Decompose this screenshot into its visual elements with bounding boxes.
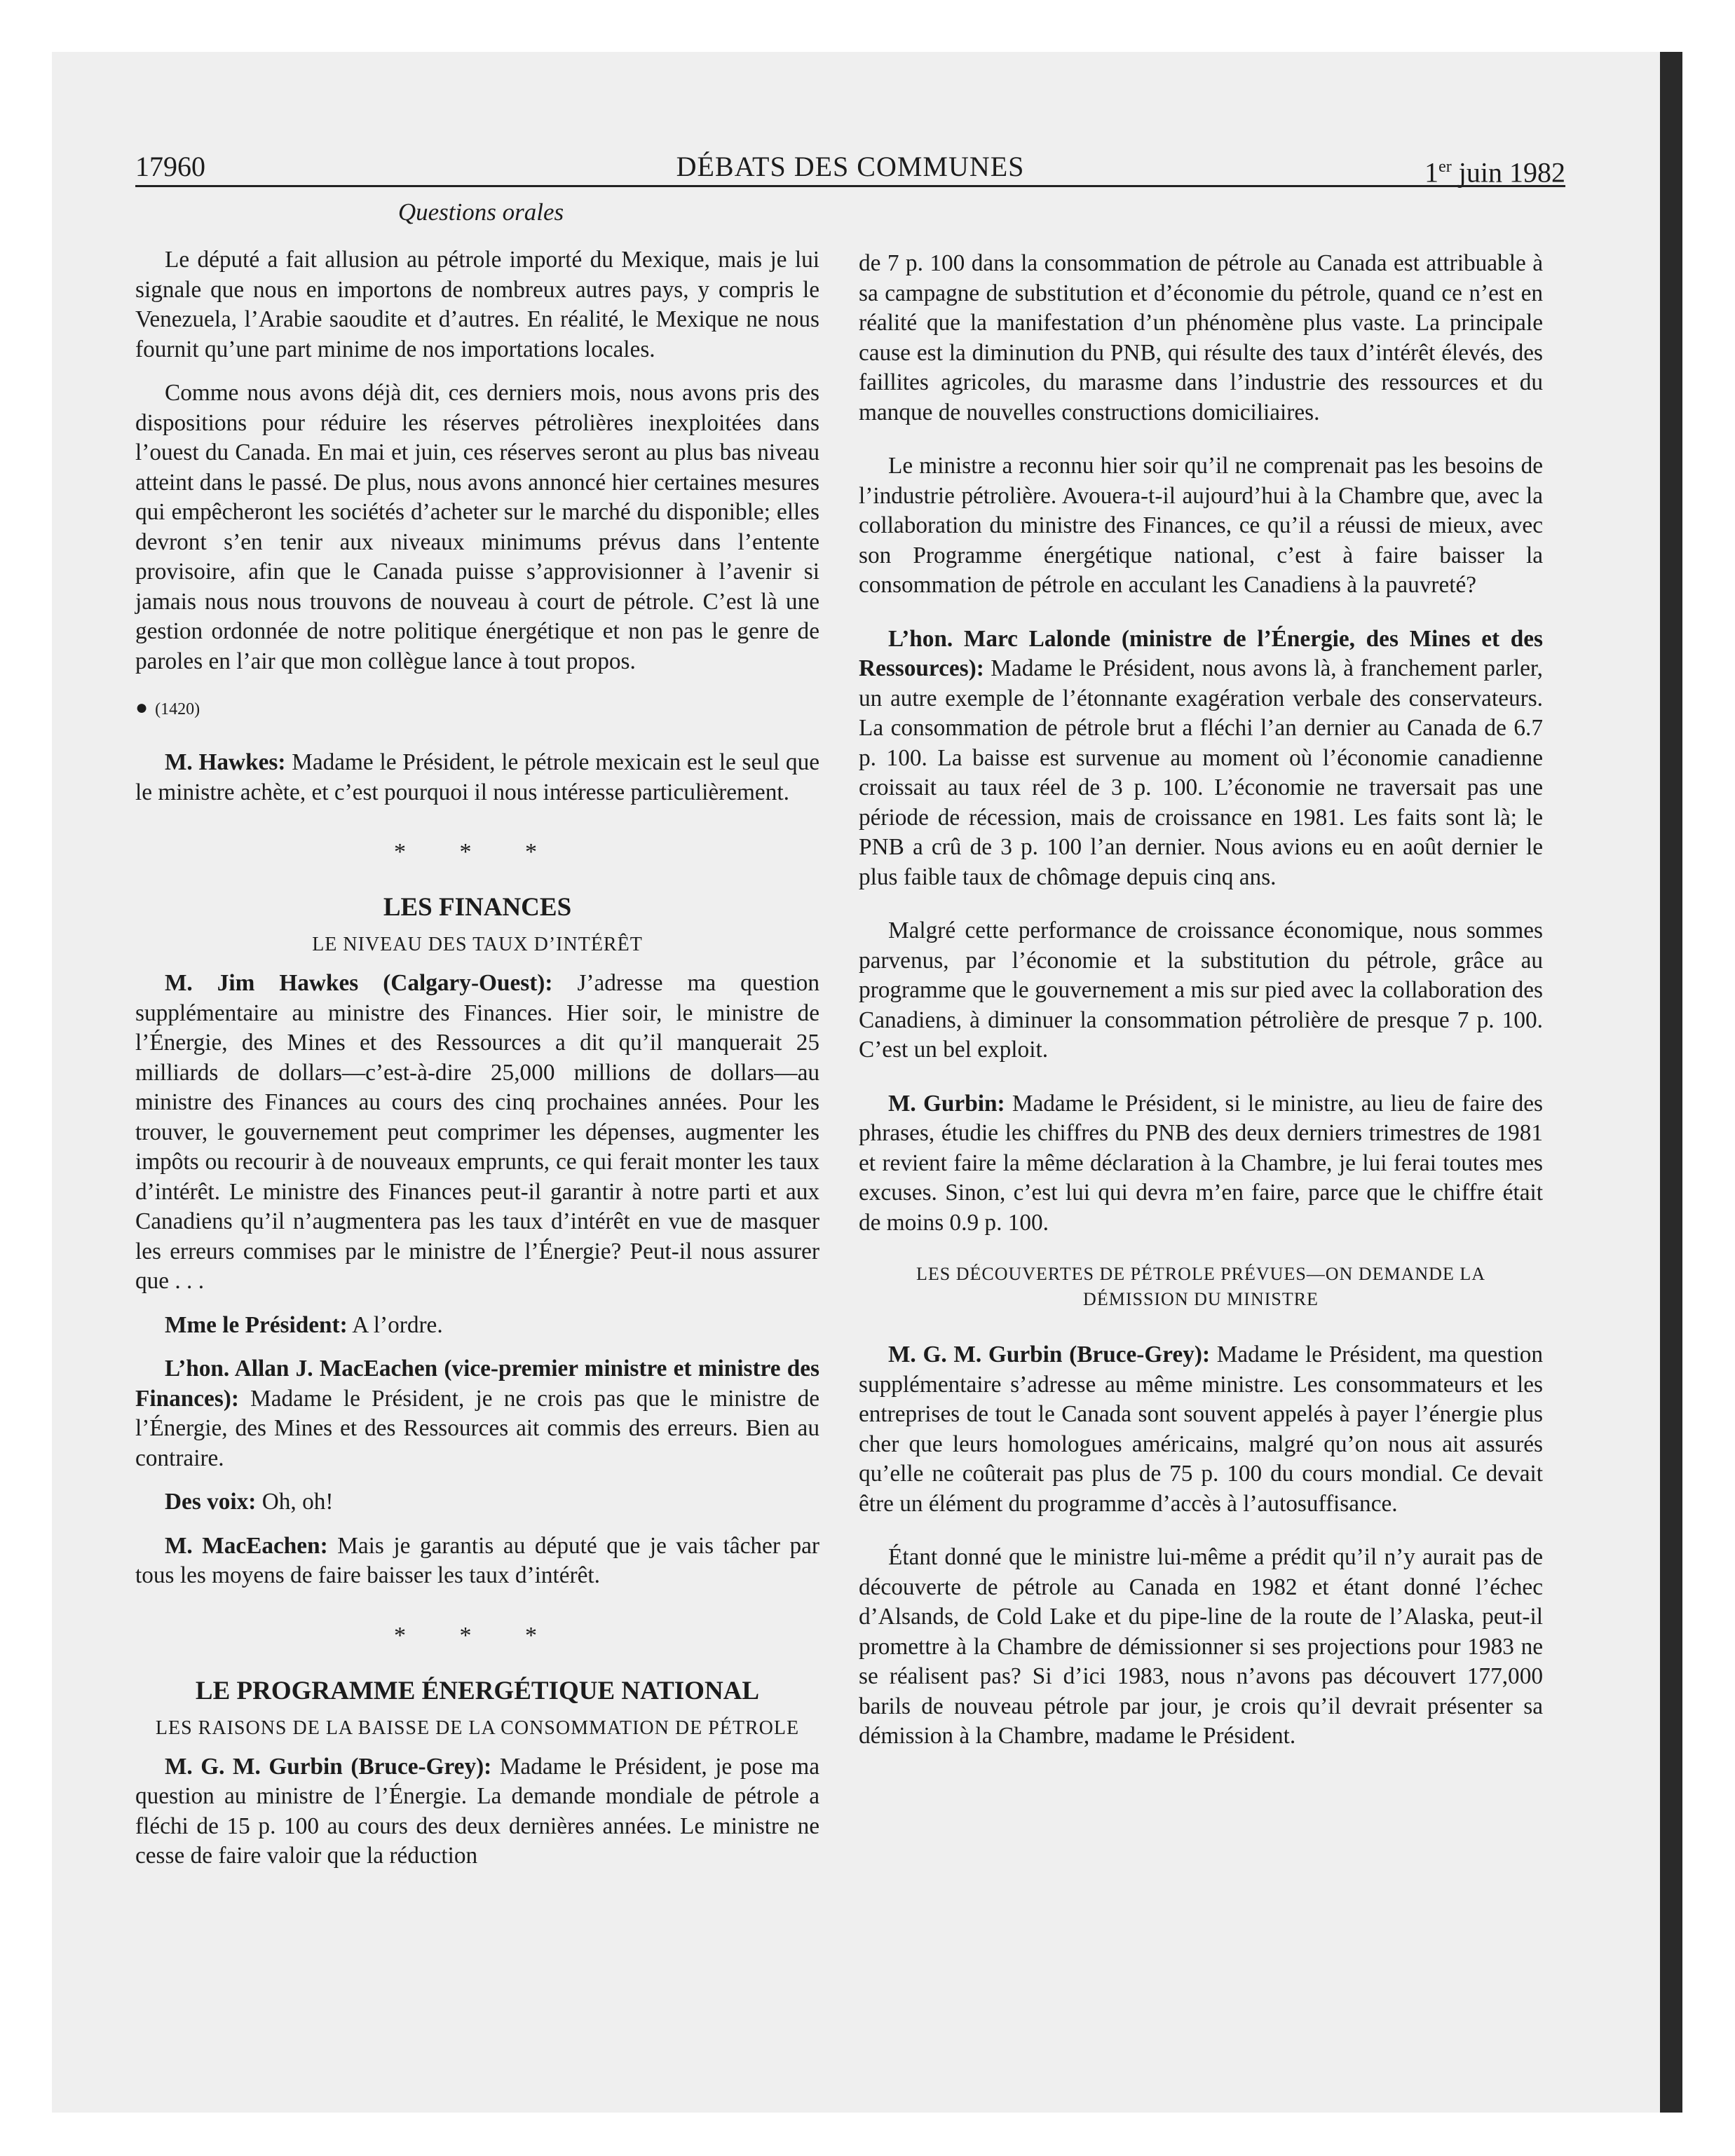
right-column — [859, 249, 1543, 1766]
paragraph: de 7 p. 100 dans la consommation de pétrole au Canada est attribuable à sa campagne de substitution et d’économie du pétrole, quand ce n’est en réalité que la manifestation d’un phénomène plus vaste. La principale cause est la diminution du PNB, qui résulte des taux d’intérêt élevés, des faillites agricoles, du marasme dans l’industrie des ressources et du manque de nouvelles constructions domiciliaires. — [859, 250, 1543, 425]
paragraph: Malgré cette performance de croissance économique, nous sommes parvenus, par l’économie et la substitution du pétrole, grâce au programme que le gouvernement a mis sur pied avec la collaboration des Canadiens, à diminuer la consommation pétrolière de presque 7 p. 100. C’est un bel exploit. — [859, 917, 1543, 1063]
paragraph: Mme le Président: A l’ordre. — [165, 1311, 443, 1338]
paragraph: Comme nous avons déjà dit, ces derniers mois, nous avons pris des dispositions pour réduire les réserves pétrolières inexploitées dans l’ouest du Canada. En mai et juin, ces réserves seront au plus bas niveau atteint dans le passé. De plus, nous avons annoncé hier certaines mesures qui empêcheront les sociétés d’acheter sur le marché du disponible; elles devront s’en tenir aux niveaux minimums prévus dans l’entente provisoire, afin que le Canada puisse s’approvisionner à l’avenir si jamais nous nous trouvons de nouveau à court de pétrole. C’est là une gestion ordonnée de notre politique énergétique et non pas le genre de paroles en l’air que mon collègue lance à tout propos. — [135, 380, 819, 674]
paragraph: Des voix: Oh, oh! — [165, 1489, 334, 1515]
running-header — [135, 149, 1565, 189]
paragraph: L’hon. Marc Lalonde (ministre de l’Énergie, des Mines et des Ressources): Madame le Président, nous avons là, à franchement parler, un autre exemple de l’étonnante exagération verbale des conservateurs. La consommation de pétrole brut a fléchi l’an dernier au Canada de 6.7 p. 100. La baisse est survenue au moment où l’économie canadienne croissait au taux réel de 3 p. 100. L’économie ne traversait pas une période de récession, mais de croissance en 1981. Les faits sont là; le PNB a crû de 3 p. 100 l’an dernier. Nous avions eu en août dernier le plus faible taux de chômage depuis cinq ans. — [859, 625, 1543, 890]
paragraph: L’hon. Allan J. MacEachen (vice-premier ministre et ministre des Finances): Madame le Président, je ne crois pas que le ministre de l’Énergie, des Mines et des Ressources ait commis des erreurs. Bien au contraire. — [135, 1356, 819, 1471]
section-separator: * * * — [394, 1622, 561, 1649]
publication-title: DÉBATS DES COMMUNES — [676, 151, 1025, 182]
issue-date: 1er juin 1982 — [1424, 156, 1565, 189]
paragraph: M. Jim Hawkes (Calgary-Ouest): J’adresse ma question supplémentaire au ministre des Finances. Hier soir, le ministre de l’Énergie, des Mines et des Ressources a dit qu’il manquerait 25 milliards de dollars—c’est-à-dire 25,000 millions de dollars—au ministre des Finances au cours des cinq prochaines années. Pour les trouver, le gouvernement peut comprimer les dépenses, augmenter les impôts ou recourir à de nouveaux emprunts, ce qui ferait monter les taux d’intérêt. Le ministre des Finances peut-il garantir à notre parti et aux Canadiens qu’il n’augmentera pas les taux d’intérêt en vue de masquer les erreurs commises par le ministre de l’Énergie? Peut-il nous assurer que . . . — [135, 970, 819, 1294]
bullet-icon: ● — [135, 696, 149, 719]
timestamp: ● (1420) — [135, 696, 200, 719]
speaker-name: L’hon. Allan J. MacEachen (vice-premier ministre et ministre des Finances): — [135, 1356, 819, 1412]
speaker-name: M. Jim Hawkes (Calgary-Ouest): — [165, 970, 553, 996]
speaker-name: M. G. M. Gurbin (Bruce-Grey): — [165, 1753, 492, 1780]
paragraph: M. MacEachen: Mais je garantis au député que je vais tâcher par tous les moyens de faire baisser les taux d’intérêt. — [135, 1532, 819, 1588]
paragraph: Le ministre a reconnu hier soir qu’il ne comprenait pas les besoins de l’industrie pétrolière. Avouera-t-il aujourd’hui à la Chambre que, avec la collaboration du ministre des Finances, ce qu’il a réussi de mieux, avec son Programme énergétique national, c’est à faire baisser la consommation de pétrole en acculant les Canadiens à la pauvreté? — [859, 453, 1543, 598]
scan-edge-shadow — [1660, 52, 1682, 2113]
paragraph: Le député a fait allusion au pétrole importé du Mexique, mais je lui signale que nous en importons de nombreux autres pays, y compris le Venezuela, l’Arabie saoudite et d’autres. En réalité, le Mexique ne nous fournit qu’une part minime de nos importations locales. — [135, 247, 819, 362]
section-separator: * * * — [394, 839, 561, 865]
speaker-name: Mme le Président: — [165, 1311, 348, 1338]
paragraph: M. Hawkes: Madame le Président, le pétrole mexicain est le seul que le ministre achète, et c’est pourquoi il nous intéresse particulièrement. — [135, 749, 820, 805]
speaker-name: M. MacEachen: — [165, 1532, 328, 1559]
section-subheading: LES RAISONS DE LA BAISSE DE LA CONSOMMATION DE PÉTROLE — [155, 1717, 800, 1739]
speaker-name: Des voix: — [165, 1489, 257, 1515]
speaker-name: M. Hawkes: — [165, 749, 286, 775]
section-label: Questions orales — [397, 198, 564, 226]
speaker-name: L’hon. Marc Lalonde (ministre de l’Énergie, des Mines et des Ressources): — [859, 625, 1543, 681]
page-number: 17960 — [135, 151, 205, 182]
section-heading: LES FINANCES — [383, 893, 572, 922]
paragraph: Étant donné que le ministre lui-même a prédit qu’il n’y aurait pas de découverte de pétrole au Canada en 1982 et étant donné l’échec d’Alsands, de Cold Lake et du pipe-line de la route de l’Alaska, peut-il promettre à la Chambre de démissionner si ses projections pour 1983 ne se réalisent pas? Si d’ici 1983, nous n’avons pas découvert 177,000 barils de nouveau pétrole par jour, je crois qu’il devrait présenter sa démission à la Chambre, madame le Président. — [859, 1544, 1543, 1749]
section-subheading: LES DÉCOUVERTES DE PÉTROLE PRÉVUES—ON DEMANDE LA DÉMISSION DU MINISTRE — [916, 1264, 1485, 1309]
header-rule — [135, 185, 1565, 187]
paragraph: M. G. M. Gurbin (Bruce-Grey): Madame le Président, ma question supplémentaire s’adresse au même ministre. Les consommateurs et les entreprises de tout le Canada sont souvent appelés à payer l’énergie plus cher que leurs homologues américains, malgré qu’on nous ait assurés qu’elle ne coûterait pas plus de 75 p. 100 du cours mondial. Ce devait être un élément du programme d’accès à l’autosuffisance. — [859, 1342, 1543, 1517]
section-heading: LE PROGRAMME ÉNERGÉTIQUE NATIONAL — [195, 1676, 760, 1705]
paragraph: M. Gurbin: Madame le Président, si le ministre, au lieu de faire des phrases, étudie les chiffres du PNB des deux derniers trimestres de 1981 et revient faire la même déclaration à la Chambre, je lui ferai toutes mes excuses. Sinon, c’est lui qui devra m’en faire, parce que le chiffre était de moins 0.9 p. 100. — [859, 1090, 1543, 1236]
speaker-name: M. Gurbin: — [888, 1090, 1005, 1117]
speaker-name: M. G. M. Gurbin (Bruce-Grey): — [888, 1342, 1211, 1367]
section-subheading: LE NIVEAU DES TAUX D’INTÉRÊT — [312, 934, 643, 955]
left-column — [135, 195, 819, 1885]
paragraph: M. G. M. Gurbin (Bruce-Grey): Madame le Président, je pose ma question au ministre de l’Énergie. La demande mondiale de pétrole a fléchi de 15 p. 100 au cours des deux dernières années. Le ministre ne cesse de faire valoir que la réduction — [135, 1753, 819, 1869]
